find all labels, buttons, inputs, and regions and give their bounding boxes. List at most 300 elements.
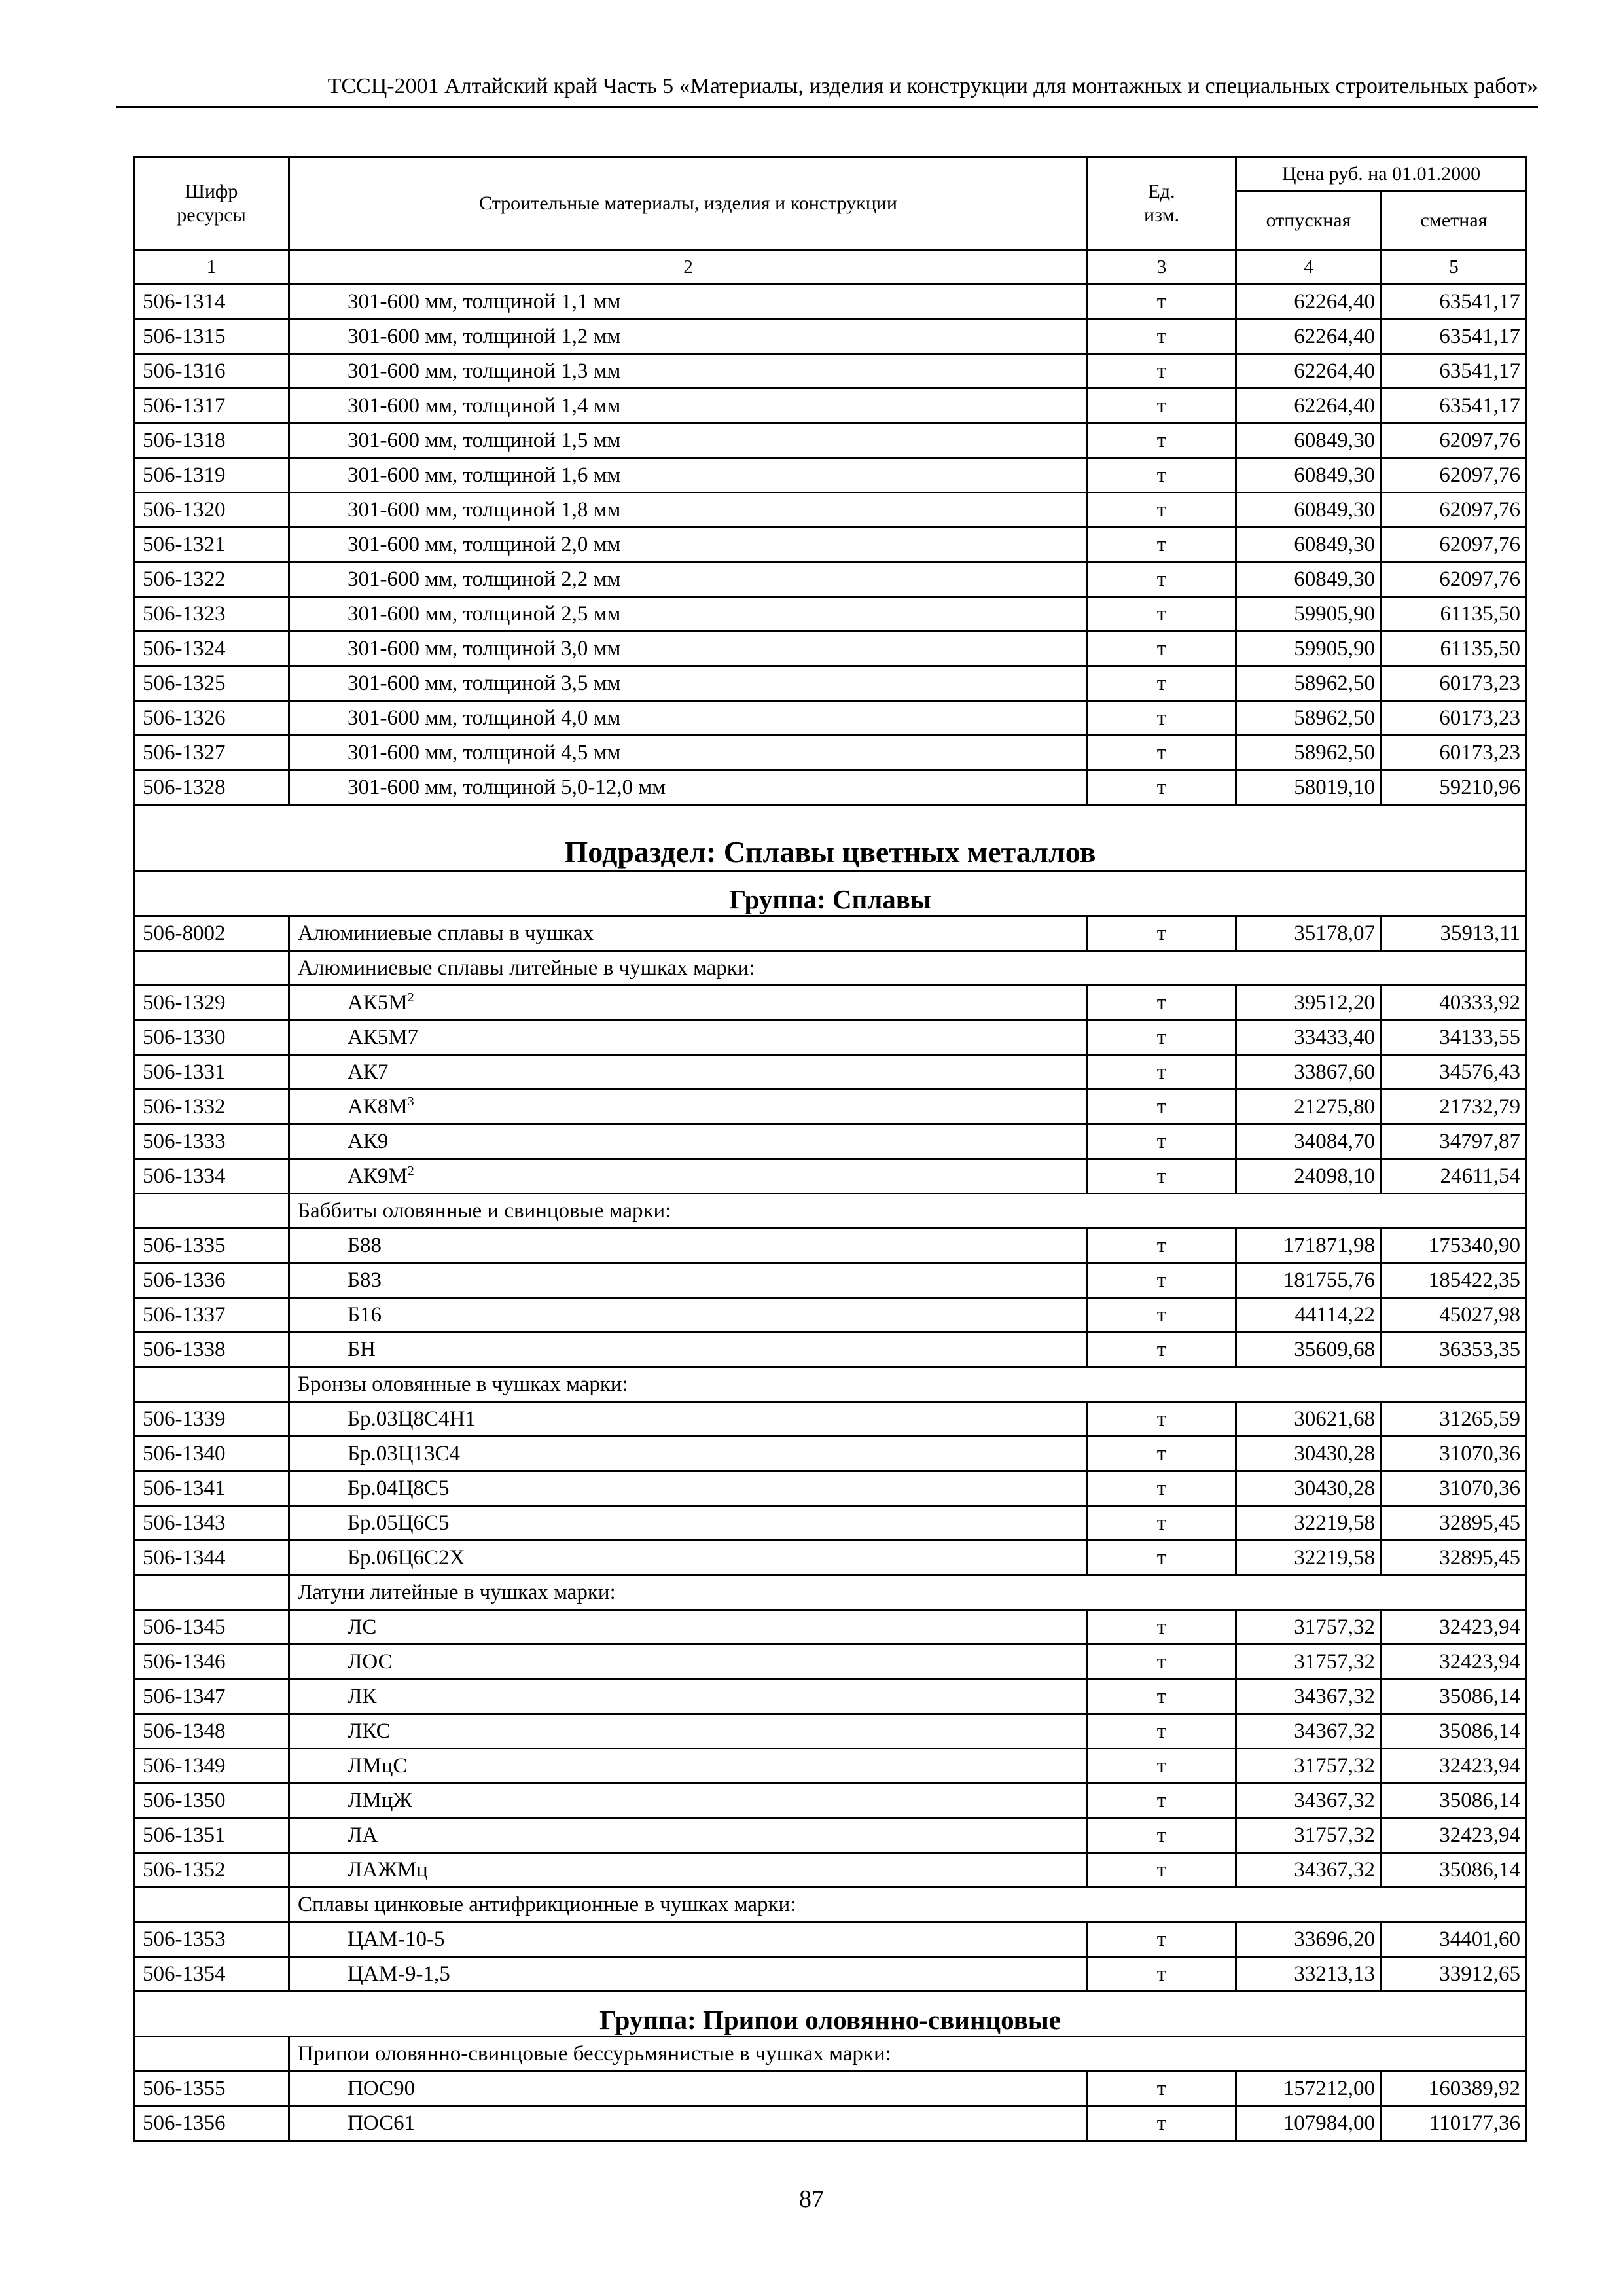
release-price: 32219,58 [1236,1506,1382,1541]
unit-cell: т [1088,1020,1236,1055]
release-price: 171871,98 [1236,1229,1382,1263]
material-name: Б16 [289,1298,1088,1333]
release-price: 33433,40 [1236,1020,1382,1055]
release-price: 31757,32 [1236,1749,1382,1784]
release-price: 33867,60 [1236,1055,1382,1090]
column-number: 5 [1382,250,1527,285]
table-row [134,770,1527,805]
estimate-price: 33912,65 [1382,1957,1527,1992]
material-name: ПОС90 [289,2072,1088,2106]
empty-code-cell [134,1367,289,1402]
material-name: 301-600 мм, толщиной 2,5 мм [289,597,1088,632]
material-name: Бр.03Ц8С4Н1 [289,1402,1088,1437]
material-name: ЛМцЖ [289,1784,1088,1818]
material-name: ЛС [289,1610,1088,1645]
resource-code: 506-1340 [134,1437,289,1471]
column-number: 4 [1236,250,1382,285]
estimate-price: 62097,76 [1382,562,1527,597]
unit-cell: т [1088,916,1236,951]
estimate-price: 62097,76 [1382,423,1527,458]
resource-code: 506-1327 [134,736,289,770]
release-price: 39512,20 [1236,986,1382,1020]
table-row [134,1957,1527,1992]
table-row [134,597,1527,632]
table-row [134,1229,1527,1263]
section-heading-row [134,805,1527,871]
material-name [289,986,1088,1020]
header-price-group: Цена руб. на 01.01.2000 [1236,157,1527,192]
resource-code: 506-1328 [134,770,289,805]
table-row [134,632,1527,666]
table-row [134,1645,1527,1679]
unit-cell: т [1088,666,1236,701]
material-name: 301-600 мм, толщиной 1,5 мм [289,423,1088,458]
release-price: 35609,68 [1236,1333,1382,1367]
material-name: 301-600 мм, толщиной 1,8 мм [289,493,1088,528]
unit-cell: т [1088,1714,1236,1749]
release-price: 30430,28 [1236,1437,1382,1471]
resource-code: 506-1346 [134,1645,289,1679]
material-name-text: АК8М [348,1094,408,1119]
resource-code: 506-8002 [134,916,289,951]
unit-cell: т [1088,1922,1236,1957]
release-price: 58962,50 [1236,666,1382,701]
material-name: БН [289,1333,1088,1367]
resource-code: 506-1332 [134,1090,289,1124]
column-number: 2 [289,250,1088,285]
price-table [133,156,1527,2142]
estimate-price: 110177,36 [1382,2106,1527,2141]
release-price: 58962,50 [1236,701,1382,736]
resource-code: 506-1317 [134,389,289,423]
subheading-text: Латуни литейные в чушках марки: [289,1575,1527,1610]
resource-code: 506-1326 [134,701,289,736]
material-name: ПОС61 [289,2106,1088,2141]
material-name: 301-600 мм, толщиной 3,5 мм [289,666,1088,701]
release-price: 32219,58 [1236,1541,1382,1575]
table-row [134,389,1527,423]
unit-cell: т [1088,1957,1236,1992]
release-price: 60849,30 [1236,528,1382,562]
material-name-text: АК5М [348,990,408,1014]
table-row [134,1679,1527,1714]
table-body [134,285,1527,2141]
unit-cell: т [1088,1818,1236,1853]
resource-code: 506-1320 [134,493,289,528]
release-price: 24098,10 [1236,1159,1382,1194]
estimate-price: 175340,90 [1382,1229,1527,1263]
estimate-price: 21732,79 [1382,1090,1527,1124]
material-name: Бр.04Ц8С5 [289,1471,1088,1506]
unit-cell: т [1088,2072,1236,2106]
resource-code: 506-1335 [134,1229,289,1263]
estimate-price: 32423,94 [1382,1610,1527,1645]
release-price: 35178,07 [1236,916,1382,951]
unit-cell: т [1088,1853,1236,1888]
estimate-price: 31265,59 [1382,1402,1527,1437]
column-number: 3 [1088,250,1236,285]
release-price: 62264,40 [1236,389,1382,423]
estimate-price: 34401,60 [1382,1922,1527,1957]
group-heading: Группа: Сплавы [134,871,1527,916]
unit-cell: т [1088,1506,1236,1541]
unit-cell: т [1088,1090,1236,1124]
resource-code: 506-1336 [134,1263,289,1298]
unit-cell: т [1088,1333,1236,1367]
material-name: 301-600 мм, толщиной 1,4 мм [289,389,1088,423]
subheading-text: Припои оловянно-свинцовые бессурьмянистые в чушках марки: [289,2037,1527,2072]
table-row [134,1853,1527,1888]
table-row [134,2072,1527,2106]
table-row [134,1159,1527,1194]
table-row [134,1090,1527,1124]
unit-cell: т [1088,736,1236,770]
estimate-price: 31070,36 [1382,1437,1527,1471]
estimate-price: 35086,14 [1382,1784,1527,1818]
estimate-price: 63541,17 [1382,389,1527,423]
table-row [134,1124,1527,1159]
unit-cell: т [1088,1437,1236,1471]
resource-code: 506-1341 [134,1471,289,1506]
release-price: 31757,32 [1236,1645,1382,1679]
release-price: 62264,40 [1236,285,1382,319]
estimate-price: 62097,76 [1382,493,1527,528]
release-price: 62264,40 [1236,354,1382,389]
release-price: 60849,30 [1236,493,1382,528]
release-price: 60849,30 [1236,562,1382,597]
material-name: 301-600 мм, толщиной 2,2 мм [289,562,1088,597]
unit-cell: т [1088,1541,1236,1575]
estimate-price: 32423,94 [1382,1749,1527,1784]
material-name [289,1159,1088,1194]
estimate-price: 45027,98 [1382,1298,1527,1333]
unit-cell: т [1088,1645,1236,1679]
release-price: 34084,70 [1236,1124,1382,1159]
table-row [134,319,1527,354]
material-name: 301-600 мм, толщиной 1,1 мм [289,285,1088,319]
table-row [134,1714,1527,1749]
unit-cell: т [1088,1229,1236,1263]
release-price: 34367,32 [1236,1679,1382,1714]
release-price: 58019,10 [1236,770,1382,805]
subheading-row [134,2037,1527,2072]
table-row [134,285,1527,319]
material-name: 301-600 мм, толщиной 1,2 мм [289,319,1088,354]
release-price: 31757,32 [1236,1610,1382,1645]
release-price: 107984,00 [1236,2106,1382,2141]
column-number: 1 [134,250,289,285]
estimate-price: 62097,76 [1382,458,1527,493]
material-name: ЛК [289,1679,1088,1714]
resource-code: 506-1349 [134,1749,289,1784]
table-header [134,157,1527,285]
material-name: 301-600 мм, толщиной 5,0-12,0 мм [289,770,1088,805]
estimate-price: 60173,23 [1382,701,1527,736]
table-row [134,1610,1527,1645]
unit-cell: т [1088,1298,1236,1333]
material-name: ЛАЖМц [289,1853,1088,1888]
estimate-price: 63541,17 [1382,319,1527,354]
estimate-price: 31070,36 [1382,1471,1527,1506]
resource-code: 506-1334 [134,1159,289,1194]
unit-cell: т [1088,597,1236,632]
material-name: 301-600 мм, толщиной 3,0 мм [289,632,1088,666]
table-row [134,1784,1527,1818]
table-row [134,1471,1527,1506]
resource-code: 506-1352 [134,1853,289,1888]
table-row [134,528,1527,562]
estimate-price: 61135,50 [1382,632,1527,666]
material-name: Б83 [289,1263,1088,1298]
resource-code: 506-1355 [134,2072,289,2106]
material-name: Алюминиевые сплавы в чушках [289,916,1088,951]
empty-code-cell [134,1888,289,1922]
material-name: АК9 [289,1124,1088,1159]
material-name: ЛА [289,1818,1088,1853]
release-price: 62264,40 [1236,319,1382,354]
resource-code: 506-1315 [134,319,289,354]
table-row [134,986,1527,1020]
table-row [134,1437,1527,1471]
table-row [134,1402,1527,1437]
resource-code: 506-1333 [134,1124,289,1159]
estimate-price: 62097,76 [1382,528,1527,562]
estimate-price: 60173,23 [1382,736,1527,770]
resource-code: 506-1338 [134,1333,289,1367]
resource-code: 506-1331 [134,1055,289,1090]
estimate-price: 63541,17 [1382,354,1527,389]
unit-cell: т [1088,1749,1236,1784]
release-price: 31757,32 [1236,1818,1382,1853]
resource-code: 506-1348 [134,1714,289,1749]
material-name: ЦАМ-10-5 [289,1922,1088,1957]
resource-code: 506-1323 [134,597,289,632]
subheading-row [134,1194,1527,1229]
estimate-price: 63541,17 [1382,285,1527,319]
release-price: 30621,68 [1236,1402,1382,1437]
material-name: ЦАМ-9-1,5 [289,1957,1088,1992]
group-heading-row [134,871,1527,916]
material-name: 301-600 мм, толщиной 4,0 мм [289,701,1088,736]
superscript: 3 [407,1094,414,1109]
unit-cell: т [1088,354,1236,389]
unit-cell: т [1088,701,1236,736]
release-price: 33696,20 [1236,1922,1382,1957]
table-row [134,736,1527,770]
material-name: ЛОС [289,1645,1088,1679]
unit-cell: т [1088,1055,1236,1090]
release-price: 34367,32 [1236,1853,1382,1888]
empty-code-cell [134,2037,289,2072]
resource-code: 506-1321 [134,528,289,562]
release-price: 21275,80 [1236,1090,1382,1124]
resource-code: 506-1345 [134,1610,289,1645]
subheading-text: Баббиты оловянные и свинцовые марки: [289,1194,1527,1229]
unit-cell: т [1088,1679,1236,1714]
header-release-price: отпускная [1236,192,1382,250]
release-price: 58962,50 [1236,736,1382,770]
unit-cell: т [1088,986,1236,1020]
table-row [134,1541,1527,1575]
material-name: 301-600 мм, толщиной 1,3 мм [289,354,1088,389]
unit-cell: т [1088,1124,1236,1159]
resource-code: 506-1319 [134,458,289,493]
table-row [134,1922,1527,1957]
resource-code: 506-1350 [134,1784,289,1818]
unit-cell: т [1088,285,1236,319]
unit-cell: т [1088,423,1236,458]
resource-code: 506-1318 [134,423,289,458]
estimate-price: 185422,35 [1382,1263,1527,1298]
unit-cell: т [1088,1402,1236,1437]
resource-code: 506-1324 [134,632,289,666]
estimate-price: 34576,43 [1382,1055,1527,1090]
estimate-price: 32895,45 [1382,1541,1527,1575]
unit-cell: т [1088,1159,1236,1194]
unit-cell: т [1088,458,1236,493]
table-row [134,562,1527,597]
resource-code: 506-1330 [134,1020,289,1055]
unit-cell: т [1088,389,1236,423]
estimate-price: 32895,45 [1382,1506,1527,1541]
release-price: 60849,30 [1236,423,1382,458]
resource-code: 506-1343 [134,1506,289,1541]
estimate-price: 32423,94 [1382,1818,1527,1853]
empty-code-cell [134,1194,289,1229]
subheading-row [134,1367,1527,1402]
table-row [134,354,1527,389]
resource-code: 506-1344 [134,1541,289,1575]
table-row [134,701,1527,736]
release-price: 59905,90 [1236,597,1382,632]
resource-code: 506-1322 [134,562,289,597]
unit-cell: т [1088,632,1236,666]
material-name: АК7 [289,1055,1088,1090]
material-name-text: АК9М [348,1164,408,1188]
estimate-price: 34797,87 [1382,1124,1527,1159]
estimate-price: 36353,35 [1382,1333,1527,1367]
unit-cell: т [1088,1263,1236,1298]
material-name: Бр.03Ц13С4 [289,1437,1088,1471]
resource-code: 506-1329 [134,986,289,1020]
group-heading-row [134,1992,1527,2037]
resource-code: 506-1316 [134,354,289,389]
table-row [134,458,1527,493]
unit-cell: т [1088,1610,1236,1645]
estimate-price: 35086,14 [1382,1853,1527,1888]
material-name: Бр.05Ц6С5 [289,1506,1088,1541]
resource-code: 506-1353 [134,1922,289,1957]
estimate-price: 35086,14 [1382,1679,1527,1714]
release-price: 44114,22 [1236,1298,1382,1333]
material-name: 301-600 мм, толщиной 4,5 мм [289,736,1088,770]
estimate-price: 35086,14 [1382,1714,1527,1749]
estimate-price: 59210,96 [1382,770,1527,805]
group-heading: Группа: Припои оловянно-свинцовые [134,1992,1527,2037]
subheading-text: Бронзы оловянные в чушках марки: [289,1367,1527,1402]
subheading-text: Алюминиевые сплавы литейные в чушках марки: [289,951,1527,986]
empty-code-cell [134,1575,289,1610]
subheading-row [134,951,1527,986]
unit-cell: т [1088,319,1236,354]
estimate-price: 34133,55 [1382,1020,1527,1055]
release-price: 157212,00 [1236,2072,1382,2106]
release-price: 60849,30 [1236,458,1382,493]
subheading-row [134,1888,1527,1922]
table-row [134,1020,1527,1055]
resource-code: 506-1347 [134,1679,289,1714]
release-price: 30430,28 [1236,1471,1382,1506]
estimate-price: 24611,54 [1382,1159,1527,1194]
running-header: ТССЦ-2001 Алтайский край Часть 5 «Материалы, изделия и конструкции для монтажных и специальных строительных работ» [116,73,1538,108]
table-row [134,493,1527,528]
table-row [134,1506,1527,1541]
unit-cell: т [1088,1784,1236,1818]
page-number: 87 [799,2185,824,2213]
table-row [134,423,1527,458]
subheading-text: Сплавы цинковые антифрикционные в чушках марки: [289,1888,1527,1922]
material-name: АК5М7 [289,1020,1088,1055]
header-code [134,157,289,250]
table-row [134,1055,1527,1090]
release-price: 59905,90 [1236,632,1382,666]
resource-code: 506-1325 [134,666,289,701]
table-row [134,666,1527,701]
superscript: 2 [407,1163,414,1178]
material-name: ЛКС [289,1714,1088,1749]
table-row [134,916,1527,951]
material-name: ЛМцС [289,1749,1088,1784]
estimate-price: 35913,11 [1382,916,1527,951]
material-name: 301-600 мм, толщиной 1,6 мм [289,458,1088,493]
section-heading: Подраздел: Сплавы цветных металлов [134,805,1527,871]
material-name: 301-600 мм, толщиной 2,0 мм [289,528,1088,562]
unit-cell: т [1088,2106,1236,2141]
resource-code: 506-1314 [134,285,289,319]
table-row [134,1333,1527,1367]
header-unit-text: Ед. изм. [1144,180,1179,226]
subheading-row [134,1575,1527,1610]
header-code-text: Шифр ресурсы [177,180,246,226]
release-price: 181755,76 [1236,1263,1382,1298]
table-row [134,1818,1527,1853]
material-name: Бр.06Ц6С2Х [289,1541,1088,1575]
column-number-row [134,250,1527,285]
unit-cell: т [1088,493,1236,528]
estimate-price: 32423,94 [1382,1645,1527,1679]
release-price: 34367,32 [1236,1784,1382,1818]
estimate-price: 60173,23 [1382,666,1527,701]
resource-code: 506-1356 [134,2106,289,2141]
estimate-price: 160389,92 [1382,2072,1527,2106]
unit-cell: т [1088,770,1236,805]
estimate-price: 61135,50 [1382,597,1527,632]
header-name: Строительные материалы, изделия и конструкции [289,157,1088,250]
unit-cell: т [1088,528,1236,562]
unit-cell: т [1088,1471,1236,1506]
release-price: 33213,13 [1236,1957,1382,1992]
unit-cell: т [1088,562,1236,597]
table-row [134,1749,1527,1784]
estimate-price: 40333,92 [1382,986,1527,1020]
table-row [134,1298,1527,1333]
header-unit [1088,157,1236,250]
resource-code: 506-1337 [134,1298,289,1333]
material-name [289,1090,1088,1124]
material-name: Б88 [289,1229,1088,1263]
header-estimate-price: сметная [1382,192,1527,250]
release-price: 34367,32 [1236,1714,1382,1749]
